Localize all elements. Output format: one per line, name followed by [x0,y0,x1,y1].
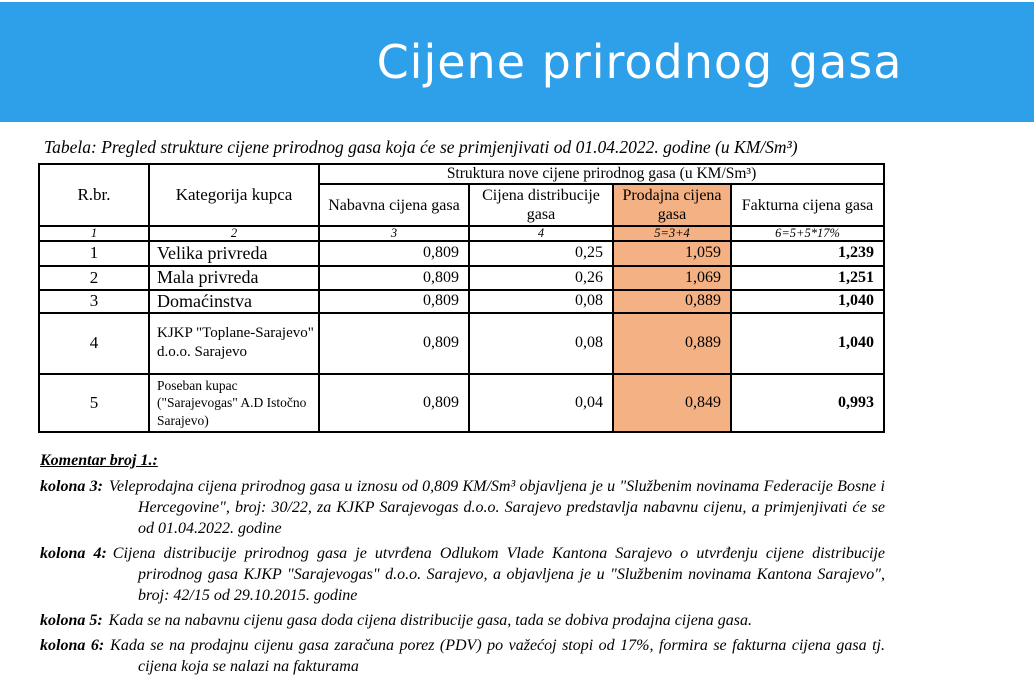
comment-label: kolona 5: [40,612,103,629]
table-caption: Tabela: Pregled strukture cijene prirodnog gasa koja će se primjenjivati od 01.04.2022. godine (u KM/Sm³) [44,137,798,157]
cell-nabavna: 0,809 [319,266,469,290]
cell-prodajna: 1,069 [613,266,731,290]
cell-kategorija: Mala privreda [149,266,319,290]
comments-heading: Komentar broj 1.: [40,452,158,469]
comment-kolona-5 [40,610,885,631]
formula-cell-3: 3 [319,226,469,241]
cell-distribucija: 0,08 [469,290,613,313]
col-header-distribucija: Cijena distribucije gasa [469,184,613,226]
comment-label: kolona 3: [40,478,103,495]
comment-label: kolona 6: [40,637,105,654]
formula-cell-2: 2 [149,226,319,241]
formula-cell-1: 1 [39,226,149,241]
cell-prodajna: 0,849 [613,374,731,432]
cell-nabavna: 0,809 [319,290,469,313]
cell-distribucija: 0,04 [469,374,613,432]
cell-distribucija: 0,26 [469,266,613,290]
cell-rbr: 1 [39,241,149,266]
header-row-top [39,164,884,184]
comments-section [40,452,885,681]
formula-cell-5: 5=3+4 [613,226,731,241]
cell-prodajna: 0,889 [613,290,731,313]
comment-text: Kada se na nabavnu cijenu gasa doda cijena distribucije gasa, tada se dobiva prodajna cijena gasa. [108,612,753,629]
table-row [39,290,884,313]
cell-kategorija: Poseban kupac ("Sarajevogas" A.D Istočno Sarajevo) [149,374,319,432]
comment-kolona-6 [40,635,885,677]
col-header-kategorija: Kategorija kupca [149,164,319,226]
comment-kolona-4 [40,543,885,606]
cell-distribucija: 0,08 [469,313,613,374]
cell-nabavna: 0,809 [319,313,469,374]
formula-cell-6: 6=5+5*17% [731,226,884,241]
cell-rbr: 3 [39,290,149,313]
cell-fakturna: 1,239 [731,241,884,266]
formula-row [39,226,884,241]
cell-fakturna: 1,251 [731,266,884,290]
cell-nabavna: 0,809 [319,241,469,266]
price-table [38,163,885,433]
span-header-struktura: Struktura nove cijene prirodnog gasa (u KM/Sm³) [319,164,884,184]
cell-rbr: 2 [39,266,149,290]
page-title: Cijene prirodnog gasa [376,35,903,89]
cell-prodajna: 1,059 [613,241,731,266]
cell-fakturna: 0,993 [731,374,884,432]
table-row [39,241,884,266]
cell-kategorija: Velika privreda [149,241,319,266]
cell-distribucija: 0,25 [469,241,613,266]
cell-kategorija: KJKP "Toplane-Sarajevo" d.o.o. Sarajevo [149,313,319,374]
cell-prodajna: 0,889 [613,313,731,374]
cell-fakturna: 1,040 [731,313,884,374]
cell-rbr: 5 [39,374,149,432]
comment-text: Veleprodajna cijena prirodnog gasa u iznosu od 0,809 KM/Sm³ objavljena je u "Službenim novinama Federacije Bosne i Hercegovine", broj: 30/22, za KJKP Sarajevogas d.o.o. Sarajevo predstavlja nabavnu cijenu, a primjenjivati će se od 01.04.2022. godine [108,478,885,537]
col-header-prodajna: Prodajna cijena gasa [613,184,731,226]
table-row [39,313,884,374]
comment-kolona-3 [40,476,885,539]
comment-label: kolona 4: [40,545,107,562]
comment-text: Kada se na prodajnu cijenu gasa zaračuna porez (PDV) po važećoj stopi od 17%, formira se fakturna cijena gasa tj. cijena koja se nalazi na fakturama [110,637,886,675]
comment-text: Cijena distribucije prirodnog gasa je utvrđena Odlukom Vlade Kantona Sarajevo o utvrđenju cijene distribucije prirodnog gasa KJKP "Sarajevogas" d.o.o. Sarajevo, a objavljena je u "Službenim novinama Kantona Sarajevo", broj: 42/15 od 29.10.2015. godine [112,545,885,604]
formula-cell-4: 4 [469,226,613,241]
cell-kategorija: Domaćinstva [149,290,319,313]
table-row [39,266,884,290]
cell-rbr: 4 [39,313,149,374]
title-banner [0,2,1034,122]
table-row [39,374,884,432]
cell-fakturna: 1,040 [731,290,884,313]
col-header-fakturna: Fakturna cijena gasa [731,184,884,226]
col-header-nabavna: Nabavna cijena gasa [319,184,469,226]
cell-nabavna: 0,809 [319,374,469,432]
col-header-rbr: R.br. [39,164,149,226]
